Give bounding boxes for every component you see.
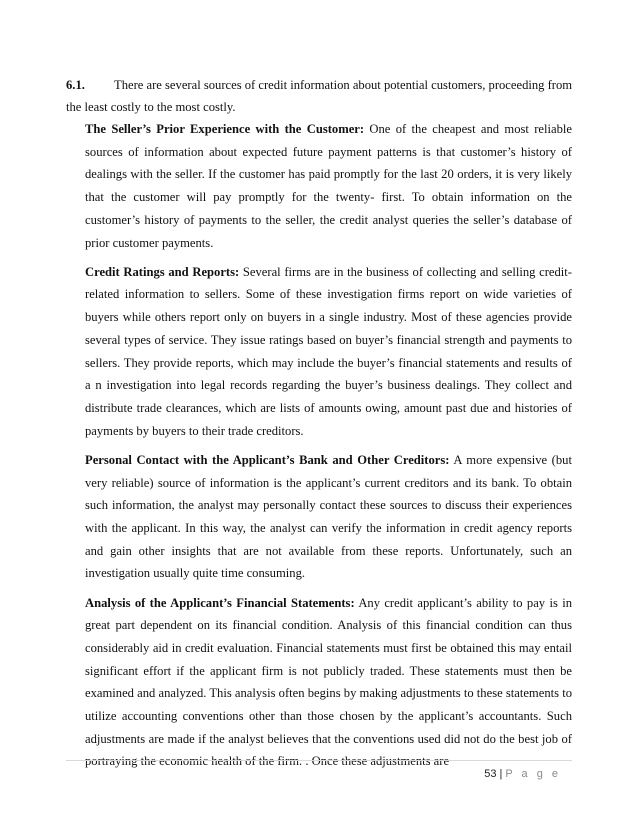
footer-separator: |	[499, 768, 503, 780]
source-heading: Analysis of the Applicant’s Financial Statements:	[85, 595, 355, 610]
source-credit-ratings	[85, 261, 572, 443]
intro-paragraph	[66, 74, 572, 118]
source-heading: Personal Contact with the Applicant’s Bank and Other Creditors:	[85, 452, 450, 467]
source-financial-statements	[85, 592, 572, 774]
source-body: Any credit applicant’s ability to pay is in great part dependent on its financial condition. Analysis of this financial condition can thus considerably aid in credit evaluation. Financial statements must first be obtained this may entail significant effort if the applicant firm is not publicly traded. These statements must then be examined and analyzed. This analysis often begins by making adjustments to these statements to utilize accounting conventions other than those chosen by the applicant’s accountants. Such adjustments are made if the analyst believes that the conventions used did not do the best job of portraying the economic health of the firm. . Once these adjustments are	[85, 595, 572, 769]
intro-line-1	[66, 74, 572, 96]
intro-line-2: the least costly to the most costly.	[66, 100, 236, 114]
sources-list	[85, 118, 572, 780]
source-personal-contact	[85, 449, 572, 585]
section-number: 6.1.	[66, 78, 85, 92]
page-footer	[484, 768, 561, 780]
source-body: A more expensive (but very reliable) source of information is the applicant’s current creditors and its bank. To obtain such information, the analyst may personally contact these sources to discuss their experiences with the applicant. In this way, the analyst can verify the information in credit agency reports and gain other insights that are not available from these reports. Unfortunately, such an investigation usually quite time consuming.	[85, 452, 572, 581]
intro-text-1: There are several sources of credit information about potential customers, proceeding from	[114, 78, 573, 92]
source-body: One of the cheapest and most reliable sources of information about expected future payment patterns is that customer’s history of dealings with the seller. If the customer has paid promptly for the last 20 orders, it is very likely that the customer will pay promptly for the twenty- first. To obtain information on the customer’s history of payments to the seller, the credit analyst queries the seller’s database of prior customer payments.	[85, 122, 572, 250]
source-prior-experience	[85, 118, 572, 254]
source-heading: Credit Ratings and Reports:	[85, 264, 240, 279]
page-label: P a g e	[505, 768, 561, 780]
page-number: 53	[484, 768, 497, 780]
source-heading: The Seller’s Prior Experience with the Customer:	[85, 122, 365, 136]
footer-divider	[66, 760, 572, 761]
source-body: Several firms are in the business of collecting and selling credit-related information to sellers. Some of these investigation firms report on wide varieties of buyers while others report only on buyers in a single industry. Most of these agencies provide several types of service. They issue ratings based on buyer’s financial strength and payments to sellers. They provide reports, which may include the buyer’s financial statements and results of a n investigation into legal records regarding the buyer’s business dealings. They collect and distribute trade clearances, which are lists of amounts owing, amount past due and histories of payments by buyers to their trade creditors.	[85, 264, 572, 438]
